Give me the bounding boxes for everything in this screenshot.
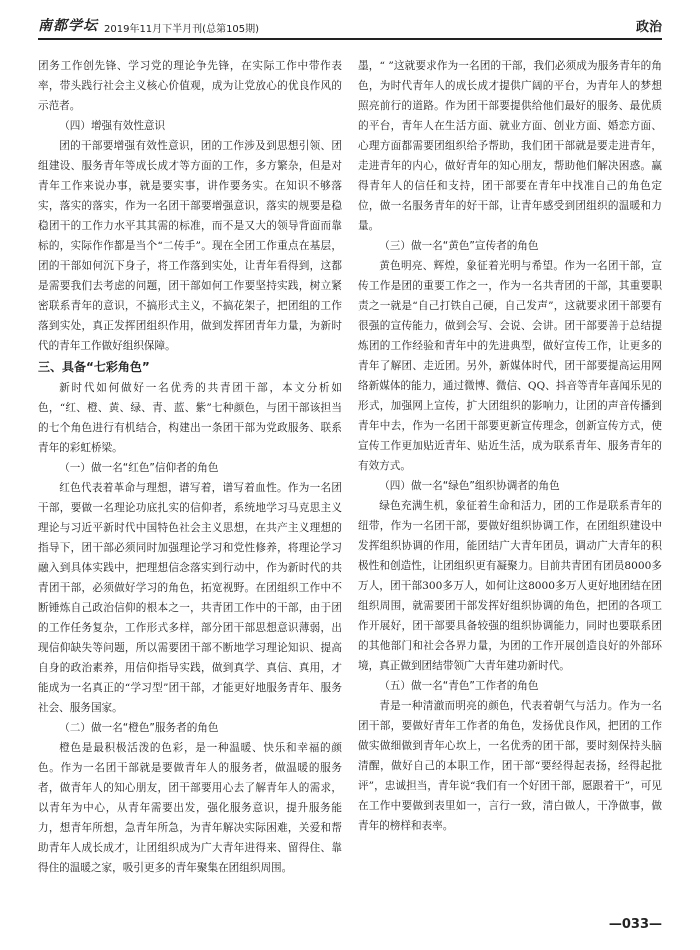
paragraph: 墨，“ ”这就要求作为一名团的干部，我们必须成为服务青年的角色，为时代青年人的成长成才提供广阔的平台，为青年人的梦想照亮前行的道路。作为团干部要提供给他们最好的服务、最优质的平台，青年人在生活方面、就业方面、创业方面、婚恋方面、心理方面都需要团组织给予帮助，我们团干部就是要走进青年，走进青年的内心，做好青年的知心朋友，帮助他们解决困惑。赢得青年人的信任和支持，团干部要在青年中找准自己的角色定位，做一名服务青年的好干部，让青年感受到团组织的温暖和力量。: [358, 60, 662, 232]
subheading: （二）做一名“橙色”服务者的角色: [59, 722, 219, 734]
paragraph: 黄色明亮、辉煌，象征着光明与希望。作为一名团干部，宣传工作是团的重要工作之一，作为一名共青团的干部，其重要职责之一就是“自己打铁自己硬，自己发声”，这就要求团干部要有很强的宣传能力，做到会写、会说、会讲。团干部要善于总结提炼团的工作经验和青年中的先进典型，做好宣传工作，让更多的青年了解团、走近团。另外，新媒体时代，团干部要提高运用网络新媒体的能力，通过微博、微信、QQ、抖音等青年喜闻乐见的形式，加强网上宣传，扩大团组织的影响力，让团的声音传播到青年中去，作为一名团干部要更新宣传理念，创新宣传方式，使宣传工作更加贴近青年、贴近生活，成为联系青年、服务青年的有效方式。: [358, 260, 662, 472]
subheading: （三）做一名“黄色”宣传者的角色: [379, 240, 539, 252]
article-body: [38, 56, 662, 906]
journal-logo: 南都学坛: [38, 18, 98, 34]
right-column: [358, 56, 662, 906]
paragraph: 团的干部要增强有效性意识，团的工作涉及到思想引领、团组建设、服务青年等成长成才等方面的工作，多方繁杂，但是对青年工作来说办事，就是要实事，讲作要务实。在知识不够落实，落实的落实，作为一名团干部要增强意识，落实的规要是稳稳团干的工作力水平其其需的标准，而不是又大的领导背面而靠标的，实际作作都是当个“二传手”。现在全团工作重点在基层，团的干部如何沉下身子，将工作落到实处，让青年看得到，这都是需要我们去考虑的问题，团干部如何工作要坚持实践，树立紧密联系青年的意识，不搞形式主义，不搞花架子，把团组的工作落到实处，真正发挥团组织作用，做到发挥团青年力量，为新时代的青年工作做好组织保障。: [38, 140, 342, 352]
subheading: （四）增强有效性意识: [59, 120, 166, 132]
section-heading: 三、具备“七彩角色”: [38, 360, 150, 374]
paragraph: 绿色充满生机，象征着生命和活力，团的工作是联系青年的纽带，作为一名团干部，要做好组织协调工作，在团组织建设中发挥组织协调的作用，能团结广大青年团员，调动广大青年的积极性和创造性，让团组织更有凝聚力。目前共青团有团员8000多万人，团干部300多万人，如何让这8000多万人更好地团结在团组织周围，就需要团干部发挥好组织协调的角色，把团的各项工作开展好，团干部要具备较强的组织协调能力，同时也要联系团的其他部门和社会各界力量，为团的工作开展创造良好的外部环境，真正做到团结带领广大青年建功新时代。: [358, 500, 662, 672]
paragraph: 橙色是最积极活泼的色彩，是一种温暖、快乐和幸福的颜色。作为一名团干部就是要做青年人的服务者，做温暖的服务者，做青年人的知心朋友，团干部要用心去了解青年人的需求，以青年为中心，从青年需要出发，强化服务意识，提升服务能力，想青年所想，急青年所急，为青年解决实际困难，关爱和帮助青年人成长成才，让团组织成为广大青年进得来、留得住、靠得住的温暖之家，吸引更多的青年聚集在团组织周围。: [38, 742, 342, 874]
paragraph: 青是一种清澈而明亮的颜色，代表着朝气与活力。作为一名团干部，要做好青年工作者的角色，发扬优良作风，把团的工作做实做细做到青年心坎上，一名优秀的团干部，要时刻保持头脑清醒，做好自己的本职工作，团干部“要经得起表扬，经得起批评”，忠诚担当，青年说“我们有一个好团干部，愿跟着干”，可见在工作中要做到表里如一，言行一致，清白做人，干净做事，做青年的榜样和表率。: [358, 700, 662, 832]
paragraph: 新时代如何做好一名优秀的共青团干部，本文分析如色，“红、橙、黄、绿、青、蓝、紫”七种颜色，与团干部该担当的七个角色进行有机结合，构建出一条团干部为党政服务、联系青年的彩虹桥梁。: [38, 382, 342, 454]
header-left: [38, 15, 259, 35]
issue-info: 2019年11月下半月刊(总第105期): [104, 24, 260, 35]
subheading: （五）做一名“青色”工作者的角色: [379, 680, 539, 692]
page-header: [38, 14, 662, 40]
paragraph: 团务工作创先锋、学习党的理论争先锋，在实际工作中带作表率，带头践行社会主义核心价值观，成为让党放心的优良作风的示范者。: [38, 60, 342, 112]
subheading: （四）做一名“绿色”组织协调者的角色: [379, 480, 560, 492]
paragraph: 红色代表着革命与理想，谱写着，谱写着血性。作为一名团干部，要做一名理论功底扎实的信仰者，系统地学习马克思主义理论与习近平新时代中国特色社会主义思想，在共产主义理想的指导下，团干部必须同时加强理论学习和党性修养，将理论学习融入到具体实践中，把理想信念落实到行动中，作为新时代的共青团干部，必须做好学习的角色，拓宽视野。在团组织工作中不断锤炼自己政治信仰的根本之一，共青团工作中的干部，由于团的工作任务复杂，工作形式多样，部分团干部思想意识薄弱，出现信仰缺失等问题，所以需要团干部不断地学习理论知识、提高自身的政治素养，用信仰指导实践，做到真学、真信、真用，才能成为一名真正的“学习型”团干部，才能更好地服务青年、服务社会、服务国家。: [38, 482, 342, 714]
subheading: （一）做一名“红色”信仰者的角色: [59, 462, 219, 474]
left-column: [38, 56, 342, 906]
section-label: 政治: [635, 20, 662, 35]
page-number: —033—: [608, 917, 662, 932]
